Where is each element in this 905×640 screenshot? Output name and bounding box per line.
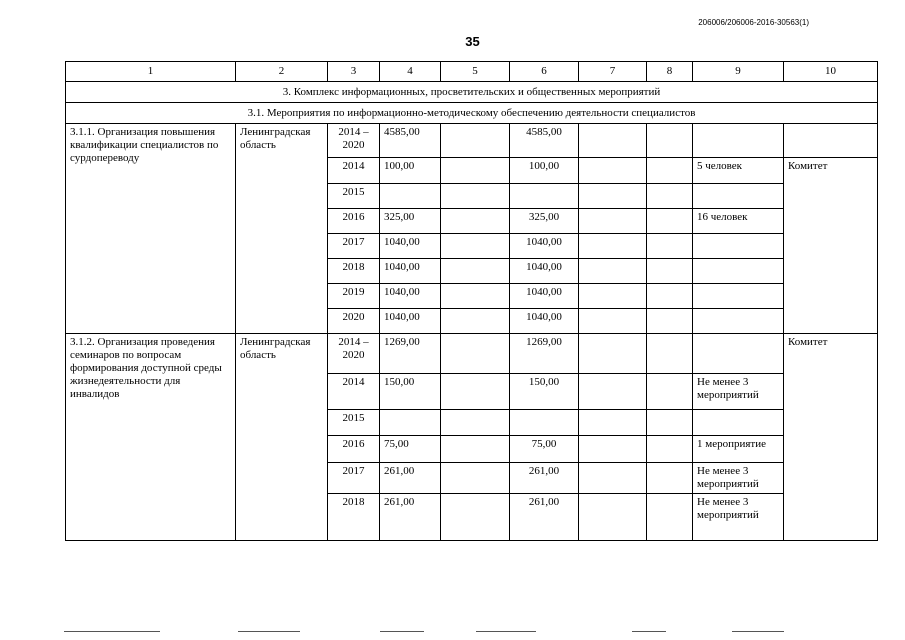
total-cell: 325,00 bbox=[380, 209, 441, 234]
budget-cell: 1040,00 bbox=[510, 234, 579, 259]
page-bottom-edge bbox=[0, 631, 905, 633]
budget-cell: 1040,00 bbox=[510, 309, 579, 334]
col8-cell bbox=[647, 124, 693, 158]
column-number: 6 bbox=[510, 62, 579, 82]
indicator-cell bbox=[693, 234, 784, 259]
year-cell: 2016 bbox=[328, 209, 380, 234]
col8-cell bbox=[647, 209, 693, 234]
indicator-cell: Не менее 3 мероприятий bbox=[693, 494, 784, 541]
year-cell: 2014 – 2020 bbox=[328, 334, 380, 374]
total-cell bbox=[380, 410, 441, 436]
col7-cell bbox=[579, 494, 647, 541]
budget-cell: 150,00 bbox=[510, 374, 579, 410]
col8-cell bbox=[647, 334, 693, 374]
indicator-cell bbox=[693, 284, 784, 309]
col5-cell bbox=[441, 124, 510, 158]
column-number: 3 bbox=[328, 62, 380, 82]
col8-cell bbox=[647, 284, 693, 309]
col7-cell bbox=[579, 184, 647, 209]
total-cell: 1040,00 bbox=[380, 259, 441, 284]
total-cell: 75,00 bbox=[380, 436, 441, 463]
col7-cell bbox=[579, 234, 647, 259]
col5-cell bbox=[441, 158, 510, 184]
col5-cell bbox=[441, 463, 510, 494]
year-cell: 2018 bbox=[328, 494, 380, 541]
col8-cell bbox=[647, 374, 693, 410]
column-number: 9 bbox=[693, 62, 784, 82]
budget-cell bbox=[510, 410, 579, 436]
year-cell: 2014 – 2020 bbox=[328, 124, 380, 158]
col5-cell bbox=[441, 284, 510, 309]
col8-cell bbox=[647, 410, 693, 436]
column-number: 5 bbox=[441, 62, 510, 82]
col5-cell bbox=[441, 184, 510, 209]
col8-cell bbox=[647, 158, 693, 184]
col5-cell bbox=[441, 410, 510, 436]
col7-cell bbox=[579, 209, 647, 234]
column-number: 4 bbox=[380, 62, 441, 82]
year-cell: 2014 bbox=[328, 158, 380, 184]
col5-cell bbox=[441, 259, 510, 284]
budget-cell: 75,00 bbox=[510, 436, 579, 463]
item-name-cell: 3.1.1. Организация повышения квалификации специалистов по сурдопереводу bbox=[66, 124, 236, 334]
year-cell: 2020 bbox=[328, 309, 380, 334]
year-cell: 2015 bbox=[328, 184, 380, 209]
section-title: 3. Комплекс информационных, просветительских и общественных мероприятий bbox=[66, 82, 878, 103]
budget-cell bbox=[510, 184, 579, 209]
col8-cell bbox=[647, 259, 693, 284]
year-cell: 2014 bbox=[328, 374, 380, 410]
item-name-cell: 3.1.2. Организация проведения семинаров по вопросам формирования доступной среды жизнедеятельности для инвалидов bbox=[66, 334, 236, 541]
table-row bbox=[66, 124, 878, 158]
table-row bbox=[66, 334, 878, 374]
budget-cell: 261,00 bbox=[510, 494, 579, 541]
indicator-cell bbox=[693, 309, 784, 334]
col7-cell bbox=[579, 284, 647, 309]
col8-cell bbox=[647, 234, 693, 259]
col8-cell bbox=[647, 436, 693, 463]
total-cell: 1040,00 bbox=[380, 309, 441, 334]
indicator-cell: Не менее 3 мероприятий bbox=[693, 463, 784, 494]
col5-cell bbox=[441, 494, 510, 541]
year-cell: 2016 bbox=[328, 436, 380, 463]
indicator-cell: 5 человек bbox=[693, 158, 784, 184]
col7-cell bbox=[579, 334, 647, 374]
total-cell: 4585,00 bbox=[380, 124, 441, 158]
col8-cell bbox=[647, 463, 693, 494]
total-cell: 1040,00 bbox=[380, 234, 441, 259]
column-number: 7 bbox=[579, 62, 647, 82]
total-cell: 150,00 bbox=[380, 374, 441, 410]
col7-cell bbox=[579, 309, 647, 334]
col5-cell bbox=[441, 374, 510, 410]
indicator-cell bbox=[693, 184, 784, 209]
col7-cell bbox=[579, 374, 647, 410]
indicator-cell bbox=[693, 334, 784, 374]
indicator-cell bbox=[693, 124, 784, 158]
column-number: 10 bbox=[784, 62, 878, 82]
budget-cell: 4585,00 bbox=[510, 124, 579, 158]
col8-cell bbox=[647, 494, 693, 541]
indicator-cell bbox=[693, 410, 784, 436]
col5-cell bbox=[441, 309, 510, 334]
year-cell: 2019 bbox=[328, 284, 380, 309]
col8-cell bbox=[647, 309, 693, 334]
indicator-cell: 1 мероприятие bbox=[693, 436, 784, 463]
total-cell: 100,00 bbox=[380, 158, 441, 184]
subsection-title: 3.1. Мероприятия по информационно-методическому обеспечению деятельности специалистов bbox=[66, 103, 878, 124]
region-cell: Ленинградская область bbox=[236, 334, 328, 541]
col7-cell bbox=[579, 410, 647, 436]
region-cell: Ленинградская область bbox=[236, 124, 328, 334]
budget-cell: 1040,00 bbox=[510, 284, 579, 309]
total-cell: 1040,00 bbox=[380, 284, 441, 309]
indicator-cell: Не менее 3 мероприятий bbox=[693, 374, 784, 410]
executor-cell-empty bbox=[784, 124, 878, 158]
col5-cell bbox=[441, 436, 510, 463]
year-cell: 2017 bbox=[328, 463, 380, 494]
indicator-cell: 16 человек bbox=[693, 209, 784, 234]
total-cell bbox=[380, 184, 441, 209]
col7-cell bbox=[579, 158, 647, 184]
page-number: 35 bbox=[465, 34, 480, 49]
budget-cell: 1040,00 bbox=[510, 259, 579, 284]
total-cell: 261,00 bbox=[380, 494, 441, 541]
total-cell: 1269,00 bbox=[380, 334, 441, 374]
executor-cell: Комитет bbox=[784, 334, 878, 541]
year-cell: 2017 bbox=[328, 234, 380, 259]
subsection-row bbox=[66, 103, 878, 124]
column-number: 8 bbox=[647, 62, 693, 82]
executor-cell: Комитет bbox=[784, 158, 878, 334]
col5-cell bbox=[441, 234, 510, 259]
column-number: 2 bbox=[236, 62, 328, 82]
budget-cell: 325,00 bbox=[510, 209, 579, 234]
col7-cell bbox=[579, 436, 647, 463]
section-row bbox=[66, 82, 878, 103]
col5-cell bbox=[441, 209, 510, 234]
year-cell: 2018 bbox=[328, 259, 380, 284]
indicator-cell bbox=[693, 259, 784, 284]
total-cell: 261,00 bbox=[380, 463, 441, 494]
document-id: 206006/206006-2016-30563(1) bbox=[698, 18, 809, 27]
measures-table bbox=[65, 61, 878, 541]
col8-cell bbox=[647, 184, 693, 209]
budget-cell: 1269,00 bbox=[510, 334, 579, 374]
year-cell: 2015 bbox=[328, 410, 380, 436]
budget-cell: 100,00 bbox=[510, 158, 579, 184]
budget-cell: 261,00 bbox=[510, 463, 579, 494]
col5-cell bbox=[441, 334, 510, 374]
column-number: 1 bbox=[66, 62, 236, 82]
col7-cell bbox=[579, 124, 647, 158]
col7-cell bbox=[579, 463, 647, 494]
column-number-row bbox=[66, 62, 878, 82]
col7-cell bbox=[579, 259, 647, 284]
